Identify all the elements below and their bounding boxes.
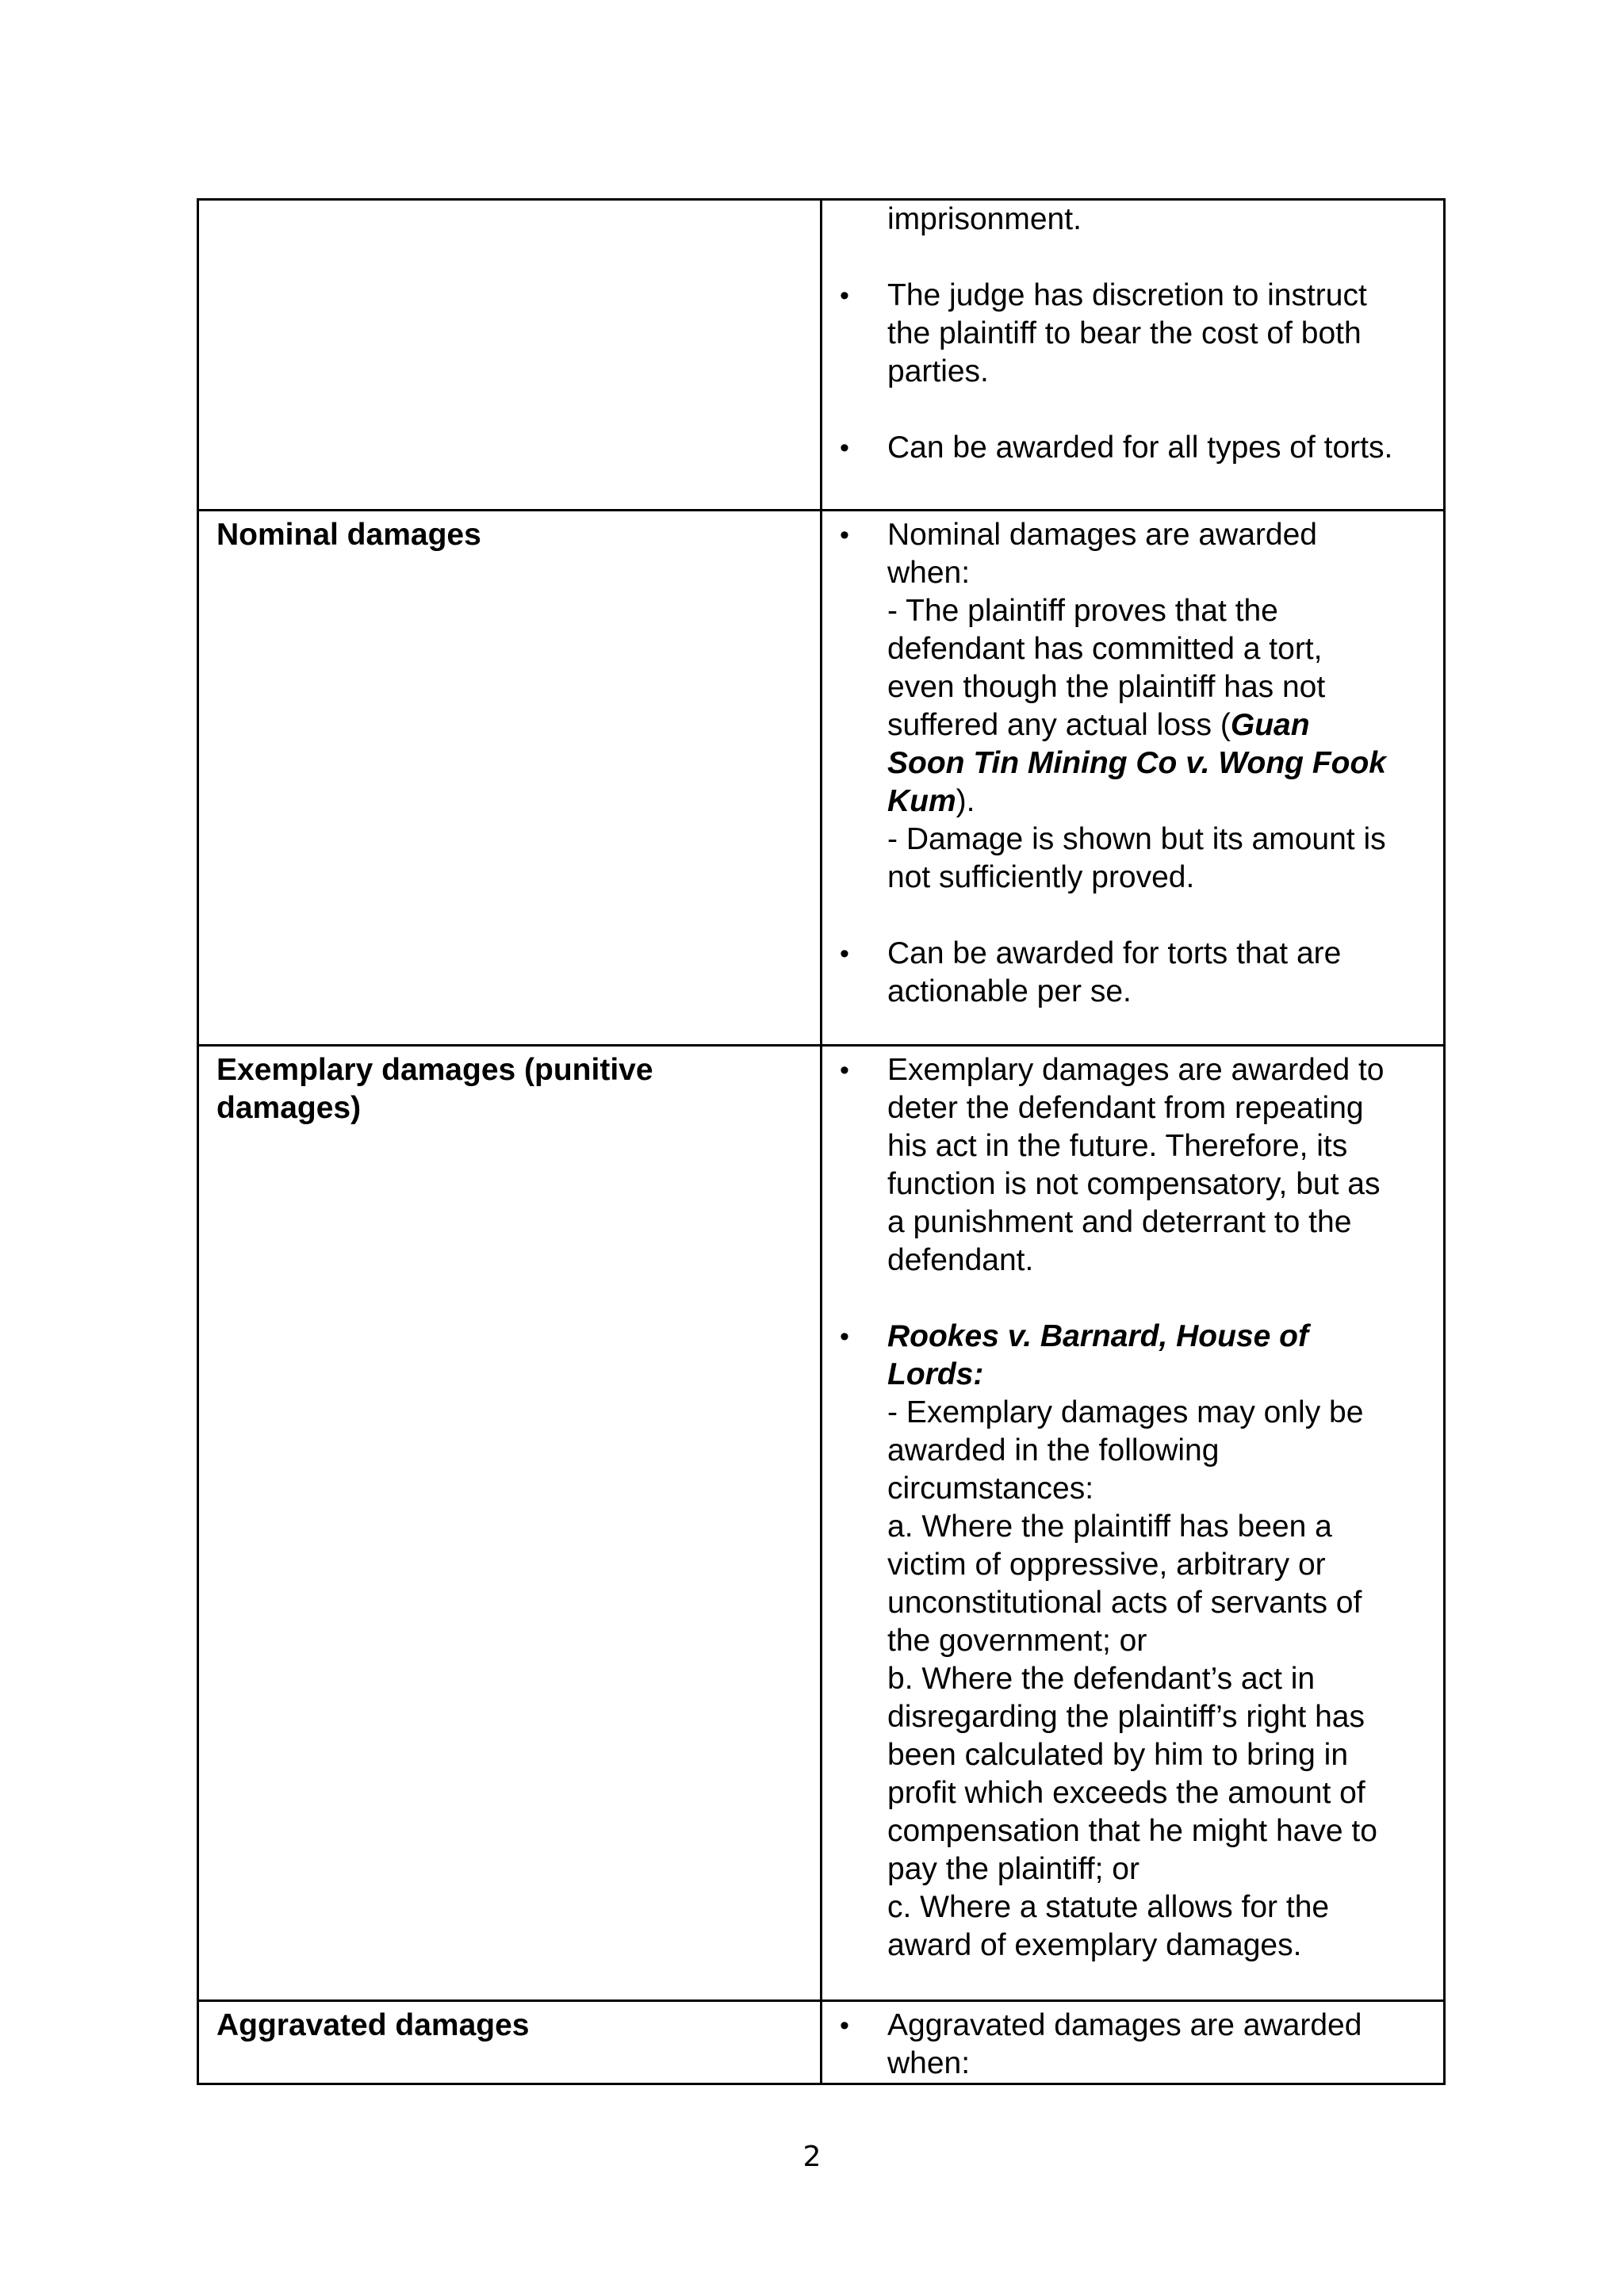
description-cell bbox=[822, 200, 1445, 511]
list-item: • Can be awarded for torts that are actionable per se. bbox=[840, 936, 1342, 1008]
continuation-text: imprisonment. bbox=[887, 202, 1082, 236]
table-row bbox=[198, 511, 1445, 1046]
page-number: 2 bbox=[802, 2141, 822, 2173]
damages-table bbox=[197, 198, 1446, 2085]
list-item: • Can be awarded for all types of torts. bbox=[822, 429, 1429, 467]
case-name: Kum bbox=[887, 784, 956, 818]
term-cell bbox=[198, 511, 822, 1046]
table-row bbox=[198, 200, 1445, 511]
description-cell bbox=[822, 511, 1445, 1046]
term-cell bbox=[198, 1046, 822, 2001]
case-name: Lords: bbox=[887, 1357, 984, 1391]
term-nominal-damages: Nominal damages bbox=[216, 518, 481, 552]
bullet-icon: • bbox=[840, 2011, 849, 2041]
list-item: • Exemplary damages are awarded to deter the defendant from repeating his act in the future. Therefore, its function is not compensatory, but as a punishment and deterrant to the defendant. bbox=[840, 1053, 1385, 1277]
list-item: • Nominal damages are awarded when: - The plaintiff proves that the defendant has committed a tort, even though the plaintiff has not suffered any actual loss (Guan Soon Tin Mining Co v. Wong Fook Kum). - Damage is shown but its amount is not sufficiently proved. bbox=[822, 516, 1429, 897]
description-cell bbox=[822, 1046, 1445, 2001]
bullet-icon: • bbox=[840, 939, 849, 969]
list-item: • Rookes v. Barnard, House of Lords: - Exemplary damages may only be awarded in the following circumstances: a. Where the plaintiff has been a victim of oppressive, arbitrary or unconstitutional acts of servants of the government; or b. Where the defendant’s act in disregarding the plaintiff’s right has been calculated by him to bring in profit which exceeds the amount of compensation that he might have to pay the plaintiff; or c. Where a statute allows for the award of exemplary damages. bbox=[822, 1318, 1429, 1965]
term-cell bbox=[198, 2001, 822, 2084]
term-aggravated-damages: Aggravated damages bbox=[216, 2008, 530, 2042]
description-cell bbox=[822, 2001, 1445, 2084]
list-item: • Aggravated damages are awarded when: bbox=[840, 2008, 1362, 2080]
table-row bbox=[198, 2001, 1445, 2084]
case-name: Soon Tin Mining Co v. Wong Fook bbox=[887, 746, 1386, 780]
term-exemplary-damages: Exemplary damages (punitive damages) bbox=[216, 1053, 653, 1125]
bullet-icon: • bbox=[840, 1055, 849, 1085]
bullet-icon: • bbox=[840, 1322, 849, 1352]
bullet-icon: • bbox=[840, 281, 849, 311]
term-cell-empty bbox=[198, 200, 822, 511]
case-name: Rookes v. Barnard, House of bbox=[887, 1319, 1308, 1353]
list-item: • The judge has discretion to instruct the plaintiff to bear the cost of both parties. bbox=[840, 278, 1367, 388]
bullet-icon: • bbox=[840, 433, 849, 463]
bullet-icon: • bbox=[840, 520, 849, 550]
case-name: Guan bbox=[1230, 708, 1310, 742]
table-row bbox=[198, 1046, 1445, 2001]
